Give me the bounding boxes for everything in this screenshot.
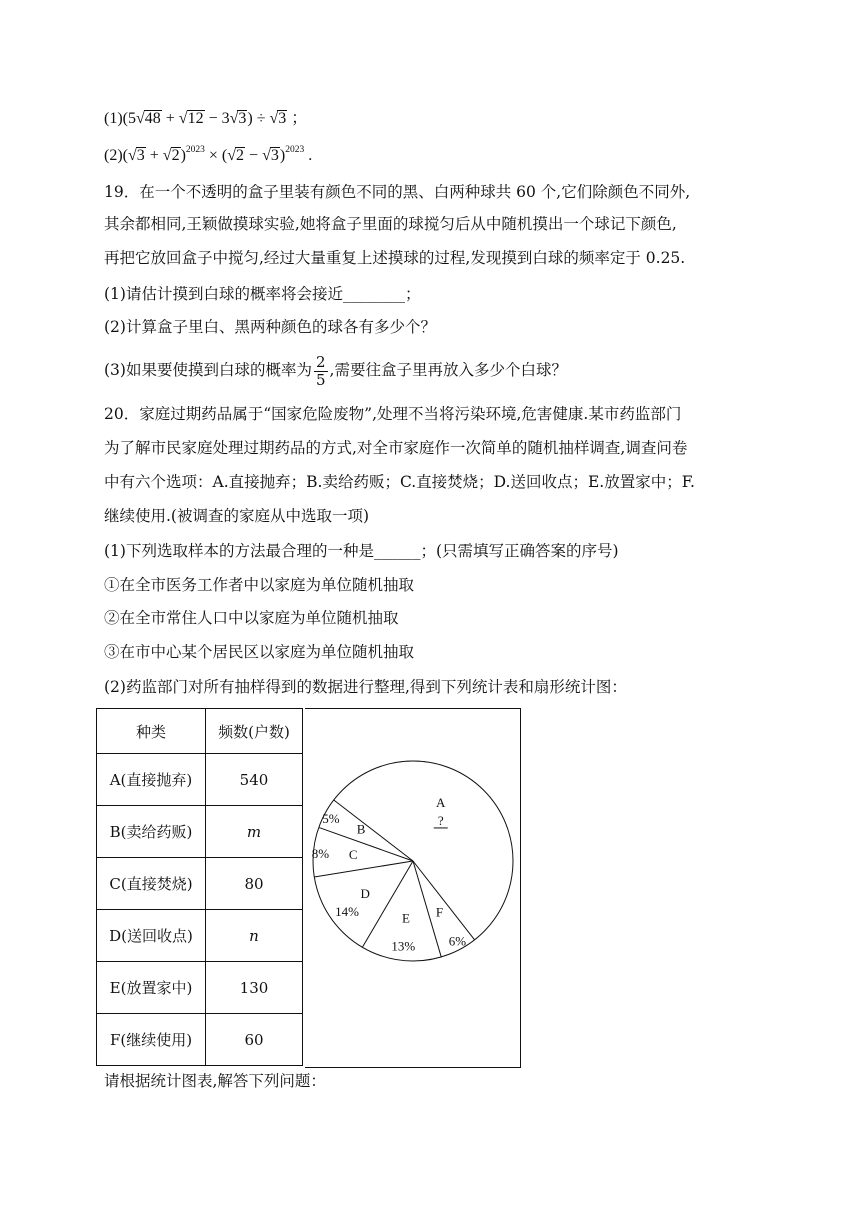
slice-percent-c: 8% <box>311 845 330 861</box>
slice-label-f: F <box>435 904 444 920</box>
slice-label-a: A <box>436 794 446 810</box>
slice-boundary-c <box>314 861 413 877</box>
slice-label-e: E <box>401 910 410 926</box>
table-cell: B(卖给药贩) <box>97 806 206 858</box>
slice-label-d: D <box>360 885 370 901</box>
slice-percent-a: ? <box>437 812 444 828</box>
table-row <box>97 962 303 1014</box>
table-cell: C(直接焚烧) <box>97 858 206 910</box>
slice-percent-b: 5% <box>322 810 340 826</box>
slice-label-c: C <box>348 847 358 863</box>
slice-boundary-d <box>362 861 413 947</box>
table-header: 频数(户数) <box>206 709 303 754</box>
table-row <box>97 754 303 806</box>
table-cell: D(送回收点) <box>97 910 206 962</box>
table-cell: E(放置家中) <box>97 962 206 1014</box>
slice-boundary-a <box>334 800 413 861</box>
q18-formula-1: (1)(5√48 + √12 − 3√3) ÷ √3 ； <box>104 110 308 127</box>
slice-boundary-b <box>319 827 413 861</box>
q19-sub3-pre: (3)如果要使摸到白球的概率为 <box>104 361 312 379</box>
q18-p2-tail: . <box>308 147 313 164</box>
q19-line-1: 19．在一个不透明的盒子里装有颜色不同的黑、白两种球共 60 个,它们除颜色不同外, <box>104 183 691 201</box>
q20-option-2: ②在全市常住人口中以家庭为单位随机抽取 <box>104 609 399 627</box>
fraction <box>314 354 328 389</box>
q18-formula-2: $(2)(√3 + √2)^{2023} \times (√2 - √3)^{2023}$ . <box>104 145 313 164</box>
slice-percent-f: 6% <box>448 933 467 949</box>
table-cell: F(继续使用) <box>97 1014 206 1066</box>
q20-sub-2: (2)药监部门对所有抽样得到的数据进行整理,得到下列统计表和扇形统计图： <box>104 678 627 696</box>
table-cell: 80 <box>206 858 303 910</box>
q20-line-2: 为了解市民家庭处理过期药品的方式,对全市家庭作一次简单的随机抽样调查,调查问卷 <box>104 439 688 457</box>
table-cell: n <box>206 910 303 962</box>
q20-option-3: ③在市中心某个居民区以家庭为单位随机抽取 <box>104 643 415 661</box>
fraction-numerator: 2 <box>315 352 326 371</box>
q20-line-1: 20．家庭过期药品属于“国家危险废物”,处理不当将污染环境,危害健康.某市药监部门 <box>104 405 682 423</box>
pie-chart <box>305 708 520 1066</box>
q19-line-2: 其余都相同,王颖做摸球实验,她将盒子里面的球搅匀后从中随机摸出一个球记下颜色, <box>104 215 677 233</box>
q18-p1-label: (1) <box>104 110 123 127</box>
fraction-denominator: 5 <box>315 370 326 389</box>
q19-sub-2: (2)计算盒子里白、黑两种颜色的球各有多少个？ <box>104 318 436 336</box>
table-row <box>97 858 303 910</box>
table-cell: m <box>206 806 303 858</box>
q18-p1-tail: ； <box>291 110 308 127</box>
table-row <box>97 1014 303 1066</box>
q19-sub-1: (1)请估计摸到白球的概率将会接近________； <box>104 285 421 303</box>
q20-line-4: 继续使用.(被调查的家庭从中选取一项) <box>104 507 370 525</box>
q19-sub3-post: ,需要往盒子里再放入多少个白球？ <box>329 361 567 379</box>
table-row <box>97 806 303 858</box>
table-header: 种类 <box>97 709 206 754</box>
slice-boundary-f <box>413 861 475 940</box>
slice-percent-d: 14% <box>335 904 359 920</box>
frequency-table <box>96 708 303 1066</box>
q18-p2-label: (2) <box>104 147 123 164</box>
table-cell: 130 <box>206 962 303 1014</box>
table-row <box>97 910 303 962</box>
q20-closing: 请根据统计图表,解答下列问题： <box>104 1072 326 1090</box>
q20-sub-1: (1)下列选取样本的方法最合理的一种是______；(只需填写正确答案的序号) <box>104 542 619 560</box>
q20-option-1: ①在全市医务工作者中以家庭为单位随机抽取 <box>104 576 415 594</box>
slice-percent-e: 13% <box>391 938 416 954</box>
table-cell: A(直接抛弃) <box>97 754 206 806</box>
q19-sub-3 <box>104 350 567 390</box>
table-cell: 60 <box>206 1014 303 1066</box>
q19-line-3: 再把它放回盒子中搅匀,经过大量重复上述摸球的过程,发现摸到白球的频率定于 0.25. <box>104 249 686 267</box>
q20-line-3: 中有六个选项：A.直接抛弃；B.卖给药贩；C.直接焚烧；D.送回收点；E.放置家中；F. <box>104 473 695 491</box>
table-cell: 540 <box>206 754 303 806</box>
table-header-row <box>97 709 303 754</box>
slice-label-b: B <box>356 821 366 837</box>
